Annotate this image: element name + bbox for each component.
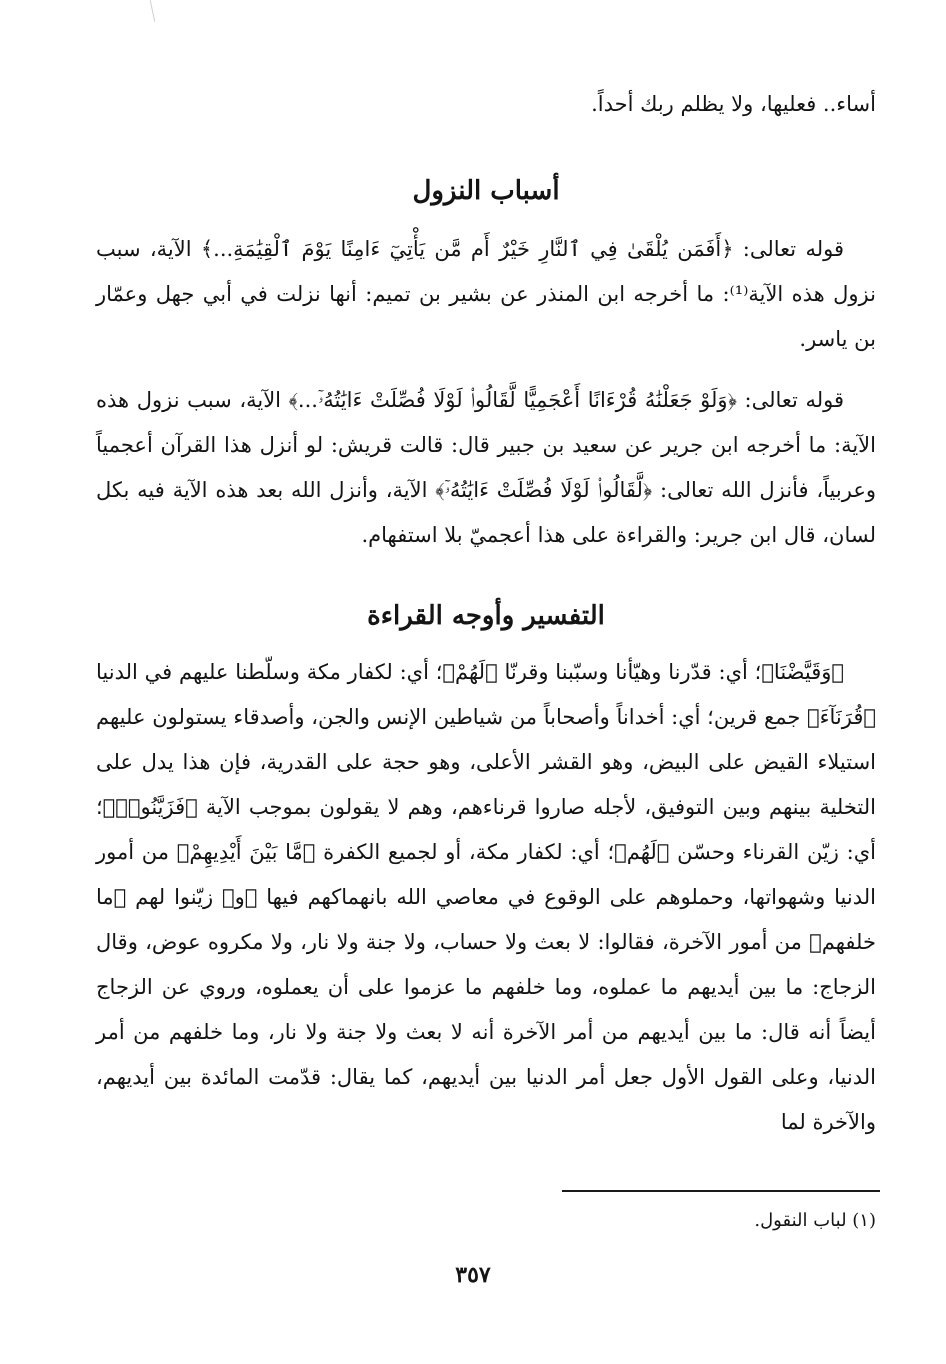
heading-interpretation: التفسير وأوجه القراءة [367,601,605,631]
footnote: (١) لباب النقول. [754,1210,876,1231]
footnote-separator [562,1190,880,1192]
scan-mark [150,0,156,22]
page-number: ٣٥٧ [455,1262,491,1288]
paragraph-revelation-2: قوله تعالى: ﴿وَلَوْ جَعَلْنَٰهُ قُرْءَانًا أَعْجَمِيًّا لَّقَالُوا۟ لَوْلَا فُصِّلَتْ ءَايَٰتُهُۥٓ...﴾ الآية، سبب نزول هذه الآية: ما أخرجه ابن جرير عن سعيد بن جبير قال: قالت قريش: لو أنزل هذا القرآن أعجمياً وعربياً، فأنزل الله تعالى: ﴿لَّقَالُوا۟ لَوْلَا فُصِّلَتْ ءَايَٰتُهُۥٓ﴾ الآية، وأنزل الله بعد هذه الآية فيه بكل لسان، قال ابن جرير: والقراءة على هذا أعجميّ بلا استفهام. [96,388,876,547]
heading-causes-of-revelation: أسباب النزول [412,176,560,206]
page-body [96,82,876,1145]
paragraph-revelation-1: قوله تعالى: ﴿أَفَمَن يُلْقَىٰ فِي ٱلنَّارِ خَيْرٌ أَم مَّن يَأْتِيٓ ءَامِنًا يَوْمَ ٱلْقِيَٰمَةِ...﴾ الآية، سبب نزول هذه الآية⁽¹⁾: ما أخرجه ابن المنذر عن بشير بن تميم: أنها نزلت في أبي جهل وعمّار بن ياسر. [96,237,876,351]
opening-line: أساء.. فعليها، ولا يظلم ربك أحداً. [591,92,876,116]
paragraph-interpretation: ﴿وَقَيَّضْنَا﴾؛ أي: قدّرنا وهيّأنا وسبّبنا وقرنّا ﴿لَهُمْ﴾؛ أي: لكفار مكة وسلّطنا عليهم في الدنيا ﴿قُرَنَآءَ﴾ جمع قرين؛ أي: أخداناً وأصحاباً من شياطين الإنس والجن، وأصدقاء يستولون عليهم استيلاء القيض على البيض، وهو القشر الأعلى، وهو حجة على القدرية، فإن هذا يدل على التخلية بينهم وبين التوفيق، لأجله صاروا قرناءهم، وهم لا يقولون بموجب الآية ﴿فَزَيَّنُوا۟﴾؛ أي: زيّن القرناء وحسّن ﴿لَهُم﴾؛ أي: لكفار مكة، أو لجميع الكفرة ﴿مَّا بَيْنَ أَيْدِيهِمْ﴾ من أمور الدنيا وشهواتها، وحملوهم على الوقوع في معاصي الله بانهماكهم فيها ﴿و﴾ زيّنوا لهم ﴿ما خلفهم﴾ من أمور الآخرة، فقالوا: لا بعث ولا حساب، ولا جنة ولا نار، ولا مكروه عوض، وقال الزجاج: ما بين أيديهم ما عملوه، وما خلفهم ما عزموا على أن يعملوه، وروي عن الزجاج أيضاً أنه قال: ما بين أيديهم من أمر الآخرة أنه لا بعث ولا جنة ولا نار، وما خلفهم من أمر الدنيا، وعلى القول الأول جعل أمر الدنيا بين أيديهم، كما يقال: قدّمت المائدة بين أيديهم، والآخرة لما [96,660,876,1134]
paragraph-gap [96,362,876,378]
